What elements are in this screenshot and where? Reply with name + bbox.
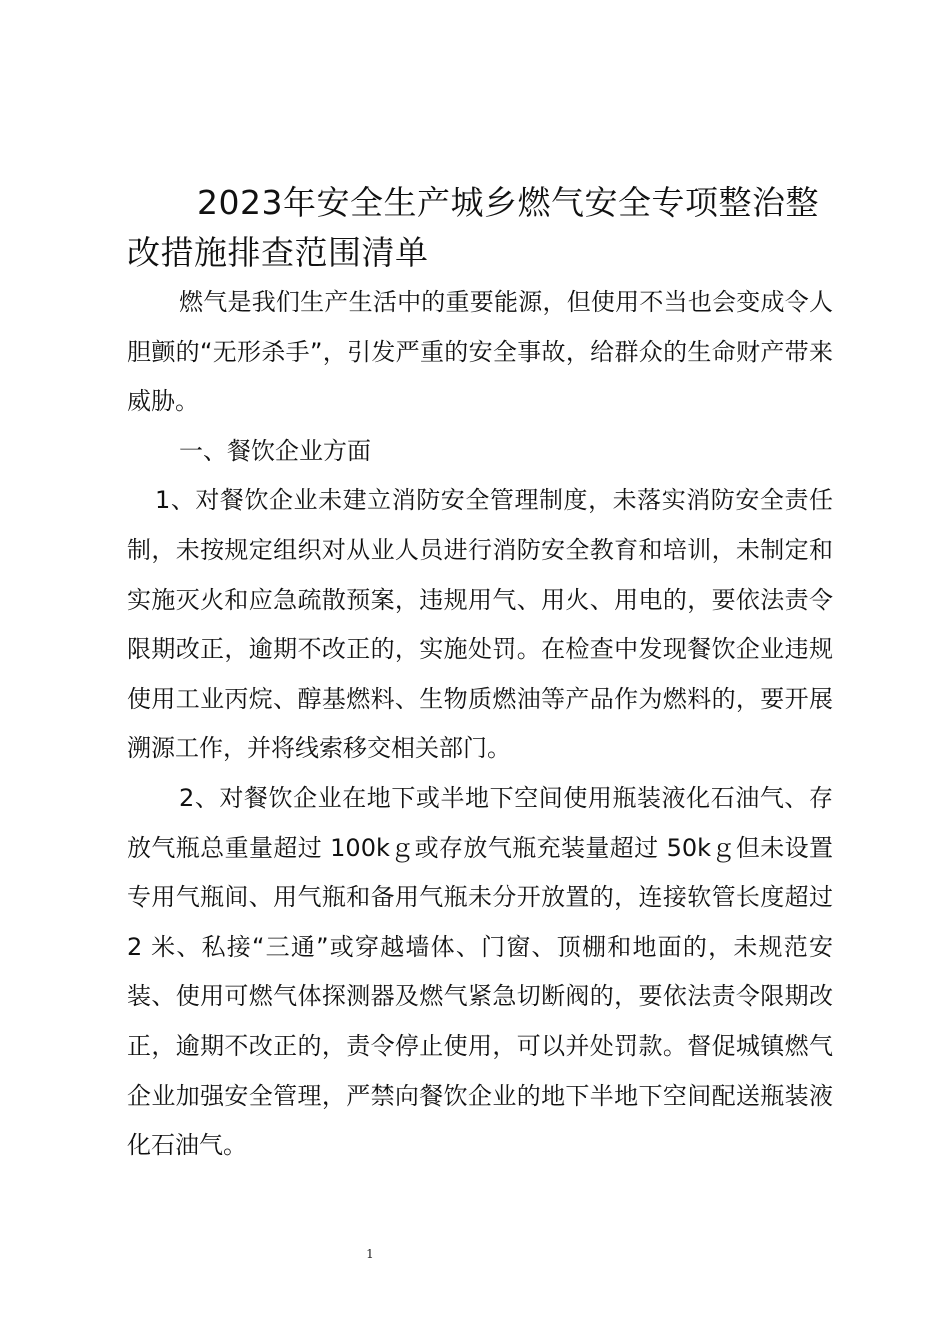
item-paragraph-2: 2、对餐饮企业在地下或半地下空间使用瓶装液化石油气、存放气瓶总重量超过 100kｇ或存放气瓶充装量超过 50kｇ但未设置专用气瓶间、用气瓶和备用气瓶未分开放置的，连接软管长度超过 2 米、私接“三通”或穿越墙体、门窗、顶棚和地面的，未规范安装、使用可燃气体探测器及燃气紧急切断阀的，要依法责令限期改正，逾期不改正的，责令停止使用，可以并处罚款。督促城镇燃气企业加强安全管理，严禁向餐饮企业的地下半地下空间配送瓶装液化石油气。 [127, 783, 833, 1160]
item-paragraph-1: 1、对餐饮企业未建立消防安全管理制度，未落实消防安全责任制，未按规定组织对从业人员进行消防安全教育和培训，未制定和实施灭火和应急疏散预案，违规用气、用火、用电的，要依法责令限期改正，逾期不改正的，实施处罚。在检查中发现餐饮企业违规使用工业丙烷、醇基燃料、生物质燃油等产品作为燃料的，要开展溯源工作，并将线索移交相关部门。 [127, 486, 833, 763]
document-title: 2023年安全生产城乡燃气安全专项整治整改措施排查范围清单 [127, 183, 819, 272]
page-number: 1 [366, 1247, 374, 1261]
intro-paragraph: 燃气是我们生产生活中的重要能源，但使用不当也会变成令人胆颤的“无形杀手”，引发严重的安全事故，给群众的生命财产带来威胁。 [127, 288, 833, 416]
document-body [127, 178, 833, 1171]
section-heading-catering: 一、餐饮企业方面 [179, 436, 371, 465]
